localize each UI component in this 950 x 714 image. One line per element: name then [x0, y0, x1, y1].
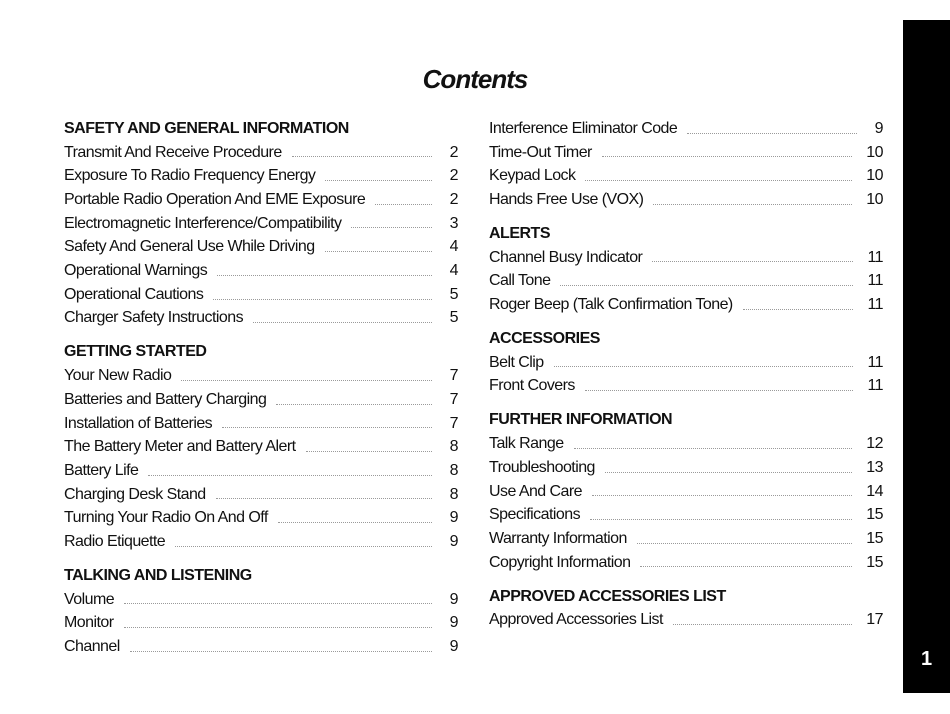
section-heading: TALKING AND LISTENING [64, 566, 252, 584]
dot-leader [585, 180, 852, 181]
toc-entry[interactable] [489, 374, 883, 398]
toc-entry-label: Your New Radio [64, 367, 172, 385]
toc-entry-label: Safety And General Use While Driving [64, 238, 315, 256]
dot-leader [640, 566, 852, 567]
toc-entry-page: 9 [449, 532, 458, 550]
dot-leader [602, 156, 852, 157]
toc-entry-label: Electromagnetic Interference/Compatibility [64, 214, 342, 232]
toc-entry-label: Channel Busy Indicator [489, 248, 643, 266]
toc-entry-label: Specifications [489, 506, 581, 524]
dot-leader [673, 624, 852, 625]
toc-entry-page: 17 [866, 611, 883, 629]
toc-entry-page: 12 [866, 435, 883, 453]
dot-leader [213, 299, 432, 300]
toc-entry-page: 9 [449, 614, 458, 632]
toc-entry-page: 8 [449, 438, 458, 456]
section-heading: GETTING STARTED [64, 343, 207, 361]
section-heading: SAFETY AND GENERAL INFORMATION [64, 120, 349, 137]
dot-leader [148, 475, 432, 476]
toc-entry-page: 11 [867, 377, 883, 395]
toc-entry-label: Batteries and Battery Charging [64, 390, 267, 408]
dot-leader [292, 156, 432, 157]
toc-entry[interactable] [489, 432, 883, 456]
toc-entry-label: Exposure To Radio Frequency Energy [64, 167, 316, 185]
toc-entry-label: Operational Cautions [64, 285, 204, 303]
dot-leader [605, 472, 852, 473]
toc-entry-label: Call Tone [489, 272, 551, 290]
toc-entry[interactable] [489, 293, 883, 317]
toc-entry[interactable] [64, 483, 458, 507]
toc-entry-page: 3 [449, 214, 458, 232]
dot-leader [574, 448, 853, 449]
toc-entry-label: Front Covers [489, 377, 575, 395]
toc-left-column [64, 117, 458, 659]
section-heading: APPROVED ACCESSORIES LIST [489, 587, 726, 605]
toc-entry[interactable] [489, 141, 883, 165]
toc-entry[interactable] [489, 188, 883, 212]
toc-entry-label: Channel [64, 638, 120, 656]
toc-entry-page: 2 [449, 191, 458, 209]
section-heading: FURTHER INFORMATION [489, 411, 673, 429]
toc-entry-label: Portable Radio Operation And EME Exposure [64, 191, 366, 209]
toc-entry-page: 2 [449, 143, 458, 161]
page-number: 1 [920, 648, 933, 670]
dot-leader [687, 133, 857, 134]
toc-entry-page: 11 [867, 272, 883, 290]
toc-entry-page: 15 [866, 553, 883, 571]
toc-entry-label: Troubleshooting [489, 458, 595, 476]
toc-entry[interactable] [489, 117, 883, 141]
toc-entry-page: 8 [449, 485, 458, 503]
toc-entry-label: Copyright Information [489, 553, 631, 571]
page-tab [903, 20, 950, 693]
page-title: Contents [422, 64, 528, 94]
toc-entry[interactable] [64, 188, 458, 212]
toc-entry-label: Turning Your Radio On And Off [64, 509, 268, 527]
section-heading: ALERTS [489, 225, 550, 243]
toc-entry-page: 9 [449, 590, 458, 608]
toc-entry-label: Operational Warnings [64, 262, 208, 280]
toc-right-column [489, 117, 883, 632]
toc-entry[interactable] [64, 141, 458, 165]
toc-entry[interactable] [64, 412, 458, 436]
toc-entry[interactable] [64, 459, 458, 483]
dot-leader [585, 390, 854, 391]
dot-leader [351, 227, 432, 228]
dot-leader [743, 309, 854, 310]
dot-leader [325, 180, 432, 181]
toc-entry-page: 9 [449, 638, 458, 656]
toc-entry[interactable] [489, 456, 883, 480]
toc-entry-page: 7 [449, 390, 458, 408]
dot-leader [375, 204, 432, 205]
toc-entry[interactable] [64, 506, 458, 530]
toc-entry-label: Volume [64, 590, 115, 608]
dot-leader [130, 651, 432, 652]
dot-leader [216, 498, 432, 499]
toc-entry-page: 11 [867, 296, 883, 314]
dot-leader [222, 427, 432, 428]
toc-entry-page: 10 [866, 143, 883, 161]
toc-entry-label: Warranty Information [489, 529, 627, 547]
toc-entry-page: 10 [866, 167, 883, 185]
dot-leader [175, 546, 432, 547]
toc-entry-page: 11 [867, 248, 883, 266]
toc-entry[interactable] [64, 235, 458, 259]
toc-entry-label: The Battery Meter and Battery Alert [64, 438, 296, 456]
toc-entry-label: Installation of Batteries [64, 414, 213, 432]
toc-entry[interactable] [64, 388, 458, 412]
dot-leader [590, 519, 852, 520]
toc-entry-page: 5 [449, 309, 458, 327]
toc-entry-page: 14 [866, 482, 883, 500]
dot-leader [253, 322, 432, 323]
toc-entry-page: 7 [449, 367, 458, 385]
toc-entry-label: Time-Out Timer [489, 143, 592, 161]
toc-entry-label: Approved Accessories List [489, 611, 663, 629]
toc-entry-label: Monitor [64, 614, 114, 632]
toc-entry-page: 15 [866, 529, 883, 547]
toc-entry[interactable] [489, 527, 883, 551]
toc-entry[interactable] [64, 611, 458, 635]
dot-leader [560, 285, 853, 286]
toc-entry-label: Charger Safety Instructions [64, 309, 244, 327]
toc-entry-page: 8 [449, 461, 458, 479]
toc-entry-label: Keypad Lock [489, 167, 576, 185]
toc-entry-page: 4 [449, 262, 458, 280]
dot-leader [652, 261, 853, 262]
toc-entry-page: 11 [867, 353, 883, 371]
toc-entry-label: Radio Etiquette [64, 532, 166, 550]
dot-leader [325, 251, 432, 252]
dot-leader [181, 380, 432, 381]
toc-entry[interactable] [489, 608, 883, 632]
toc-entry-page: 7 [449, 414, 458, 432]
toc-entry[interactable] [64, 283, 458, 307]
toc-entry[interactable] [64, 212, 458, 236]
dot-leader [653, 204, 852, 205]
toc-entry[interactable] [489, 351, 883, 375]
toc-entry-label: Use And Care [489, 482, 583, 500]
toc-entry-page: 9 [449, 509, 458, 527]
dot-leader [124, 627, 432, 628]
toc-entry-page: 5 [449, 285, 458, 303]
toc-entry-label: Hands Free Use (VOX) [489, 191, 644, 209]
toc-entry[interactable] [64, 164, 458, 188]
dot-leader [217, 275, 432, 276]
toc-entry-label: Transmit And Receive Procedure [64, 143, 282, 161]
toc-entry[interactable] [64, 307, 458, 331]
toc-entry[interactable] [64, 530, 458, 554]
toc-entry-page: 9 [874, 119, 883, 137]
toc-entry-page: 13 [866, 458, 883, 476]
dot-leader [637, 543, 853, 544]
toc-entry[interactable] [489, 164, 883, 188]
section-heading: ACCESSORIES [489, 330, 600, 348]
toc-entry[interactable] [64, 259, 458, 283]
toc-entry-label: Roger Beep (Talk Confirmation Tone) [489, 296, 733, 314]
toc-entry[interactable] [64, 588, 458, 612]
toc-entry-page: 4 [449, 238, 458, 256]
dot-leader [276, 404, 432, 405]
toc-entry[interactable] [64, 435, 458, 459]
dot-leader [554, 366, 854, 367]
dot-leader [278, 522, 432, 523]
toc-entry[interactable] [489, 503, 883, 527]
toc-entry-label: Charging Desk Stand [64, 485, 206, 503]
dot-leader [124, 603, 432, 604]
toc-entry-page: 2 [449, 167, 458, 185]
toc-entry[interactable] [489, 246, 883, 270]
toc-entry[interactable] [489, 551, 883, 575]
toc-entry-label: Interference Eliminator Code [489, 119, 678, 137]
toc-entry[interactable] [489, 480, 883, 504]
toc-entry[interactable] [489, 269, 883, 293]
toc-entry-page: 15 [866, 506, 883, 524]
dot-leader [592, 495, 852, 496]
toc-entry[interactable] [64, 635, 458, 659]
dot-leader [306, 451, 432, 452]
toc-entry[interactable] [64, 364, 458, 388]
toc-entry-label: Battery Life [64, 461, 139, 479]
toc-entry-label: Belt Clip [489, 353, 544, 371]
toc-entry-page: 10 [866, 191, 883, 209]
toc-entry-label: Talk Range [489, 435, 564, 453]
